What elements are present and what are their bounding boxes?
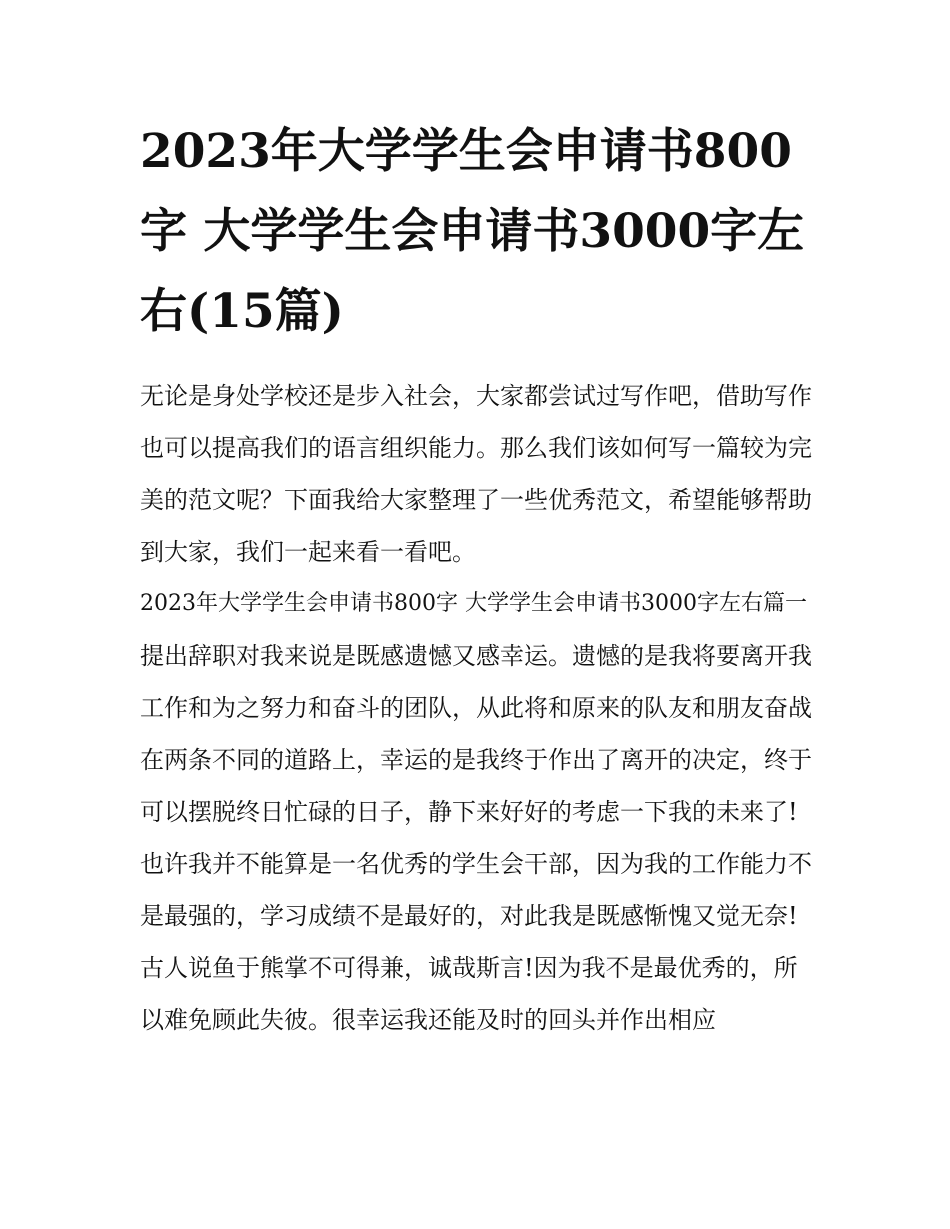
section-heading: 2023年大学学生会申请书800字 大学学生会申请书3000字左右篇一 [140,591,807,616]
document-page [140,112,815,1046]
body-paragraph-1: 提出辞职对我来说是既感遗憾又感幸运。遗憾的是我将要离开我工作和为之努力和奋斗的团队，从此将和原来的队友和朋友奋战在两条不同的道路上，幸运的是我终于作出了离开的决定，终于可以摆脱终日忙碌的日子，静下来好好的考虑一下我的未来了! [140,642,812,826]
intro-paragraph: 无论是身处学校还是步入社会，大家都尝试过写作吧，借助写作也可以提高我们的语言组织能力。那么我们该如何写一篇较为完美的范文呢？下面我给大家整理了一些优秀范文，希望能够帮助到大家，我们一起来看一看吧。 [140,382,812,566]
body-paragraph-2: 也许我并不能算是一名优秀的学生会干部，因为我的工作能力不是最强的，学习成绩不是最好的，对此我是既感惭愧又觉无奈!古人说鱼于熊掌不可得兼，诚哉斯言!因为我不是最优秀的，所以难免顾此失彼。很幸运我还能及时的回头并作出相应 [140,850,812,1034]
document-title: 2023年大学学生会申请书800字 大学学生会申请书3000字左右(15篇) [140,124,805,339]
